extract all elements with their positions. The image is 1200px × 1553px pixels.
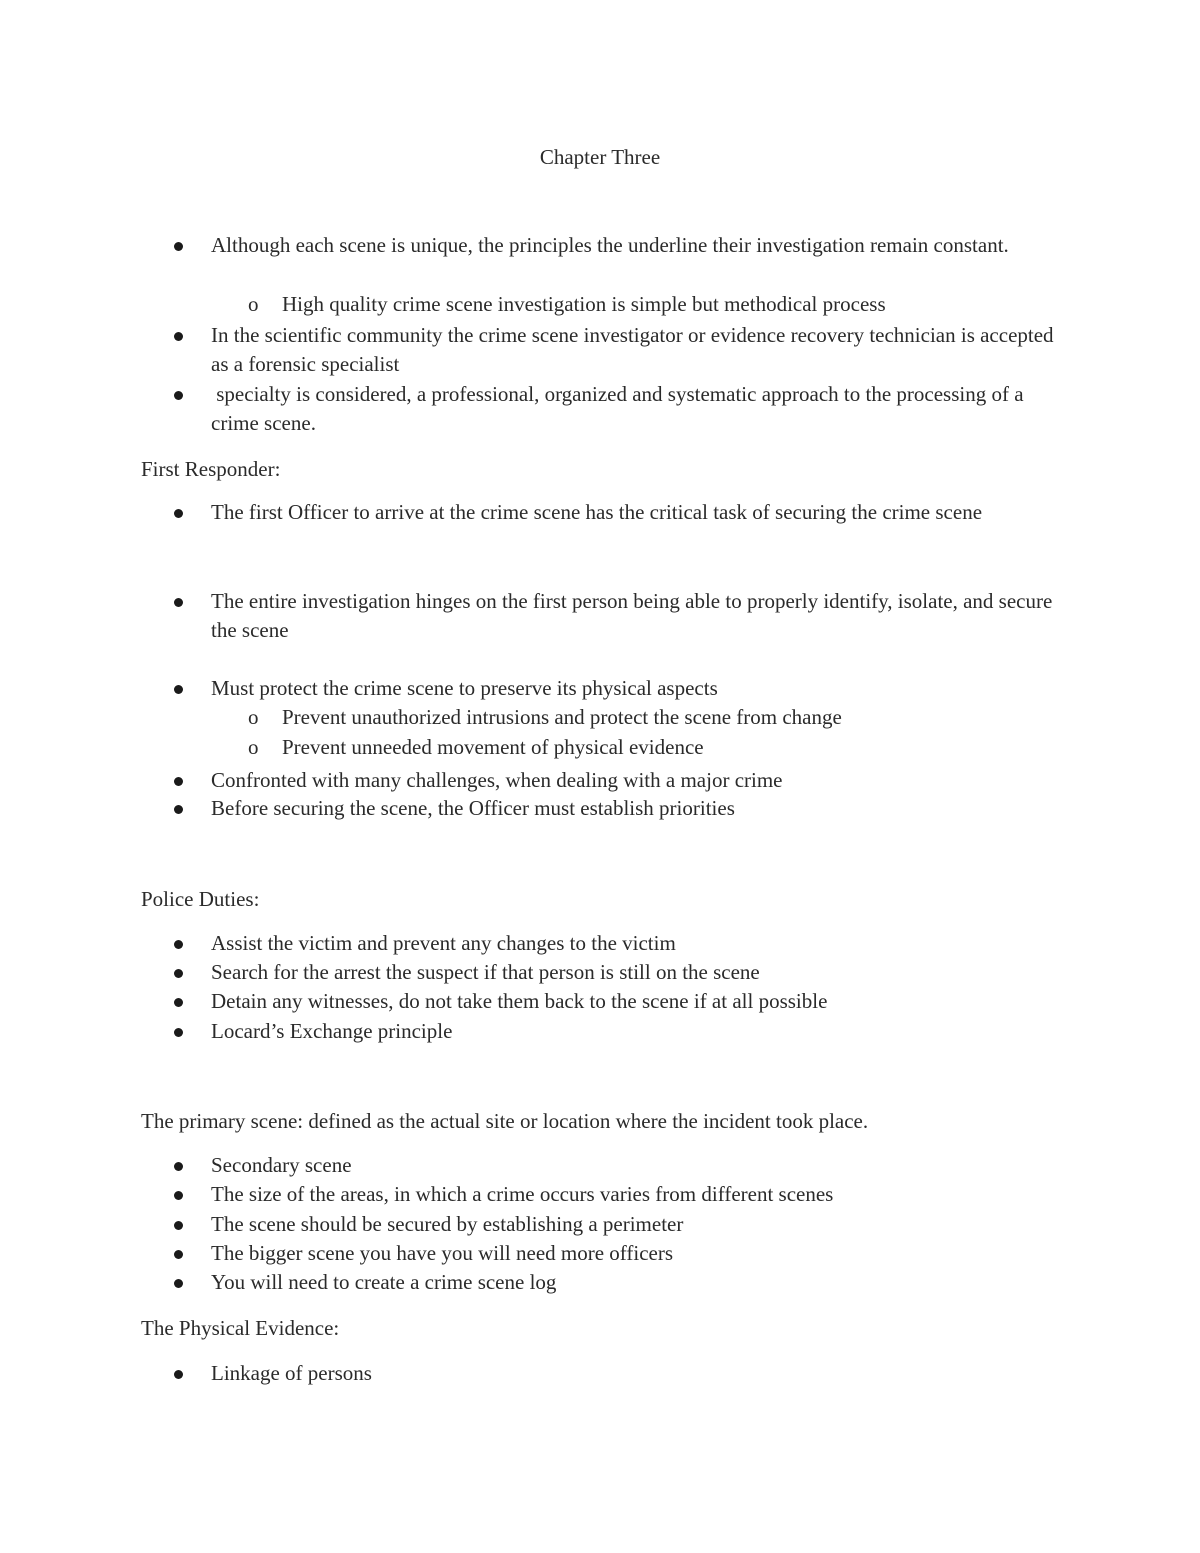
list-item — [211, 231, 1061, 260]
bullet-icon — [174, 242, 183, 251]
section-heading-police-duties: Police Duties: — [141, 887, 260, 911]
list-item-text: Linkage of persons — [211, 1361, 372, 1385]
bullet-icon — [174, 969, 183, 978]
bullet-icon — [174, 685, 183, 694]
list-item — [211, 1017, 1061, 1046]
list-item — [211, 1268, 1061, 1297]
list-item — [211, 1180, 1061, 1209]
list-item — [211, 958, 1061, 987]
sub-list-item — [248, 703, 1062, 732]
list-item-text: The first Officer to arrive at the crime scene has the critical task of securing the crime scene — [211, 500, 983, 524]
list-item-text: The bigger scene you have you will need more officers — [211, 1241, 674, 1265]
list-item — [211, 1239, 1061, 1268]
list-item — [211, 1151, 1061, 1180]
list-item-text: Confronted with many challenges, when dealing with a major crime — [211, 768, 783, 792]
bullet-icon — [174, 391, 183, 400]
bullet-icon — [174, 805, 183, 814]
list-item — [211, 929, 1061, 958]
list-item — [211, 321, 1061, 379]
sub-bullet-marker: o — [248, 705, 259, 729]
list-item — [211, 674, 1061, 703]
sub-bullet-marker: o — [248, 292, 259, 316]
list-item-text: The scene should be secured by establishing a perimeter — [211, 1212, 684, 1236]
list-item-text: Before securing the scene, the Officer must establish priorities — [211, 796, 735, 820]
list-item-text: Must protect the crime scene to preserve its physical aspects — [211, 676, 718, 700]
sub-list-item-text: Prevent unneeded movement of physical evidence — [282, 735, 704, 759]
sub-list-item — [248, 733, 1062, 762]
list-item-text: You will need to create a crime scene log — [211, 1270, 557, 1294]
list-item-text: Search for the arrest the suspect if that person is still on the scene — [211, 960, 760, 984]
bullet-icon — [174, 509, 183, 518]
list-item — [211, 380, 1061, 438]
section-heading-primary-scene: The primary scene: defined as the actual site or location where the incident took place. — [141, 1109, 869, 1133]
list-item — [211, 794, 1061, 823]
list-item-text: Secondary scene — [211, 1153, 352, 1177]
bullet-icon — [174, 1162, 183, 1171]
bullet-icon — [174, 332, 183, 341]
list-item-text: Detain any witnesses, do not take them back to the scene if at all possible — [211, 989, 828, 1013]
section-heading-physical-evidence: The Physical Evidence: — [141, 1316, 340, 1340]
bullet-icon — [174, 598, 183, 607]
list-item — [211, 587, 1061, 645]
list-item-text: The size of the areas, in which a crime occurs varies from different scenes — [211, 1182, 834, 1206]
bullet-icon — [174, 998, 183, 1007]
list-item — [211, 1359, 1061, 1388]
bullet-icon — [174, 1250, 183, 1259]
list-item — [211, 1210, 1061, 1239]
bullet-icon — [174, 940, 183, 949]
list-item — [211, 987, 1061, 1016]
section-heading-first-responder: First Responder: — [141, 457, 281, 481]
bullet-icon — [174, 1370, 183, 1379]
list-item — [211, 498, 1061, 527]
bullet-icon — [174, 1028, 183, 1037]
list-item-text: Assist the victim and prevent any changes to the victim — [211, 931, 676, 955]
bullet-icon — [174, 1221, 183, 1230]
list-item-text: specialty is considered, a professional, organized and systematic approach to the processing of a crime scene. — [211, 382, 1029, 435]
list-item-text: Locard’s Exchange principle — [211, 1019, 453, 1043]
list-item-text: Although each scene is unique, the principles the underline their investigation remain constant. — [211, 233, 1009, 257]
list-item-text: The entire investigation hinges on the first person being able to properly identify, isolate, and secure the scene — [211, 589, 1053, 642]
list-item — [211, 766, 1061, 795]
sub-bullet-marker: o — [248, 735, 259, 759]
page-title: Chapter Three — [539, 145, 661, 169]
sub-list-item-text: Prevent unauthorized intrusions and protect the scene from change — [282, 705, 842, 729]
sub-list-item — [248, 290, 1062, 319]
sub-list-item-text: High quality crime scene investigation is simple but methodical process — [282, 292, 886, 316]
bullet-icon — [174, 1191, 183, 1200]
bullet-icon — [174, 777, 183, 786]
list-item-text: In the scientific community the crime scene investigator or evidence recovery technician is accepted as a forensic specialist — [211, 323, 1054, 376]
bullet-icon — [174, 1279, 183, 1288]
